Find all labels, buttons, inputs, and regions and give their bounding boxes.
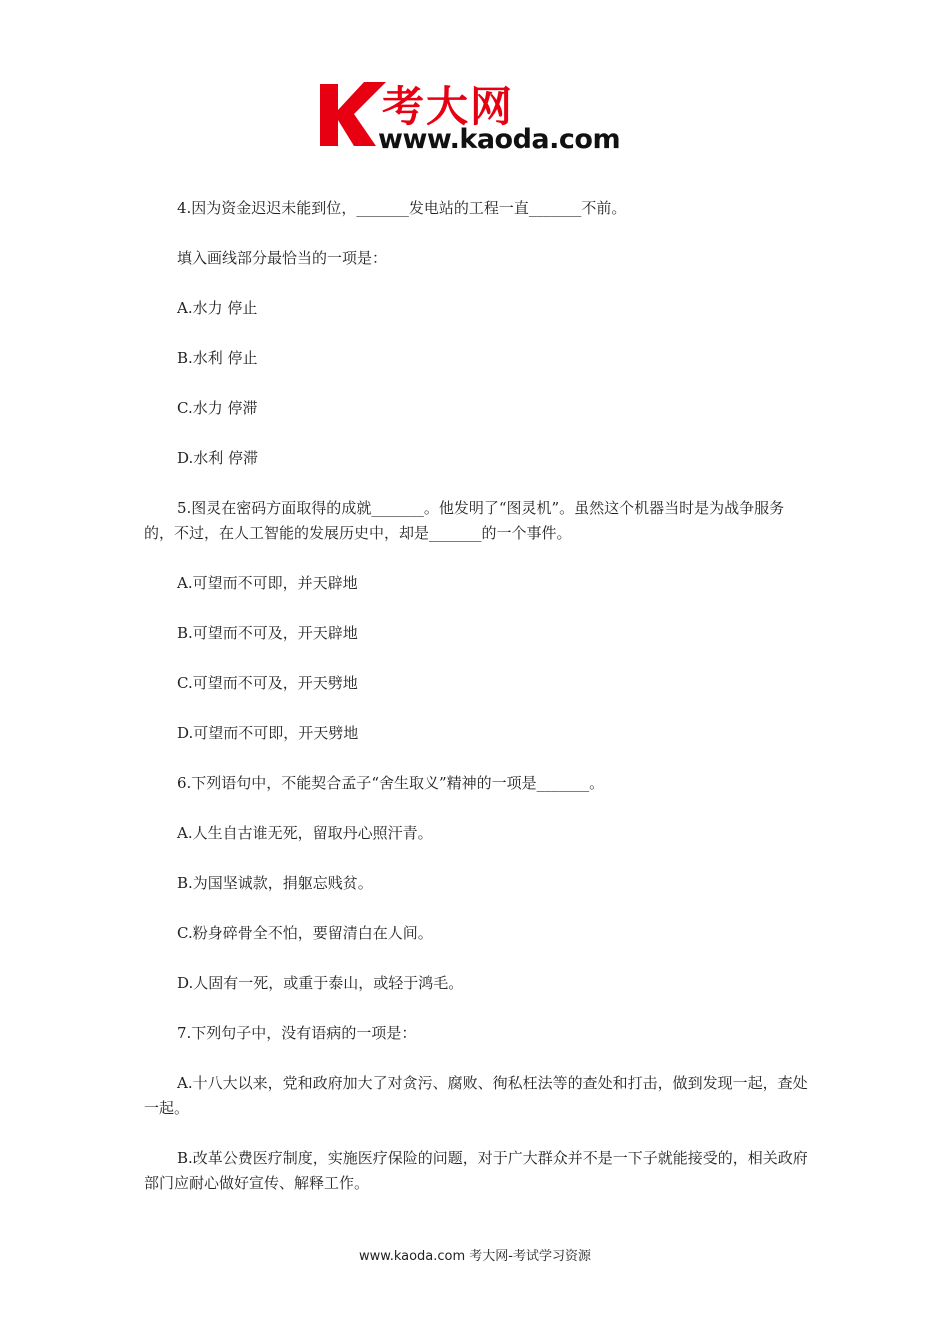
logo-brand-text: 考大网 xyxy=(382,82,515,131)
option-a: A.十八大以来，党和政府加大了对贪污、腐败、徇私枉法等的查处和打击，做到发现一起，查处一起。 xyxy=(144,1074,808,1117)
option-a: A.水力 停止 xyxy=(177,299,258,317)
logo-url-text: www.kaoda.com xyxy=(378,124,621,155)
option-d: D.可望而不可即，开天劈地 xyxy=(177,724,359,742)
question-prompt: 填入画线部分最恰当的一项是： xyxy=(177,249,388,267)
option-a: A.人生自古谁无死，留取丹心照汗青。 xyxy=(177,824,433,842)
option-a: A.可望而不可即，并天辟地 xyxy=(177,574,358,592)
option-c: C.粉身碎骨全不怕，要留清白在人间。 xyxy=(177,924,433,942)
question-stem: 6.下列语句中，不能契合孟子“舍生取义”精神的一项是_______。 xyxy=(177,774,605,792)
option-b: B.改革公费医疗制度，实施医疗保险的问题，对于广大群众并不是一下子就能接受的，相关政府部门应耐心做好宣传、解释工作。 xyxy=(144,1149,808,1192)
option-b: B.为国坚诚款，捐躯忘贱贫。 xyxy=(177,874,373,892)
option-c: C.可望而不可及，开天劈地 xyxy=(177,674,358,692)
option-b: B.水利 停止 xyxy=(177,349,258,367)
option-d: D.水利 停滞 xyxy=(177,449,259,467)
question-content xyxy=(144,196,812,1221)
question-stem: 7.下列句子中，没有语病的一项是： xyxy=(177,1024,417,1042)
page-footer: www.kaoda.com 考大网-考试学习资源 xyxy=(359,1249,591,1264)
kaoda-logo xyxy=(318,80,648,160)
option-b: B.可望而不可及，开天辟地 xyxy=(177,624,358,642)
question-stem: 5.图灵在密码方面取得的成就_______。他发明了“图灵机”。虽然这个机器当时是为战争服务的，不过，在人工智能的发展历史中，却是_______的一个事件。 xyxy=(144,499,785,542)
option-d: D.人固有一死，或重于泰山，或轻于鸿毛。 xyxy=(177,974,464,992)
question-stem: 4.因为资金迟迟未能到位，_______发电站的工程一直_______不前。 xyxy=(177,199,627,217)
option-c: C.水力 停滞 xyxy=(177,399,258,417)
